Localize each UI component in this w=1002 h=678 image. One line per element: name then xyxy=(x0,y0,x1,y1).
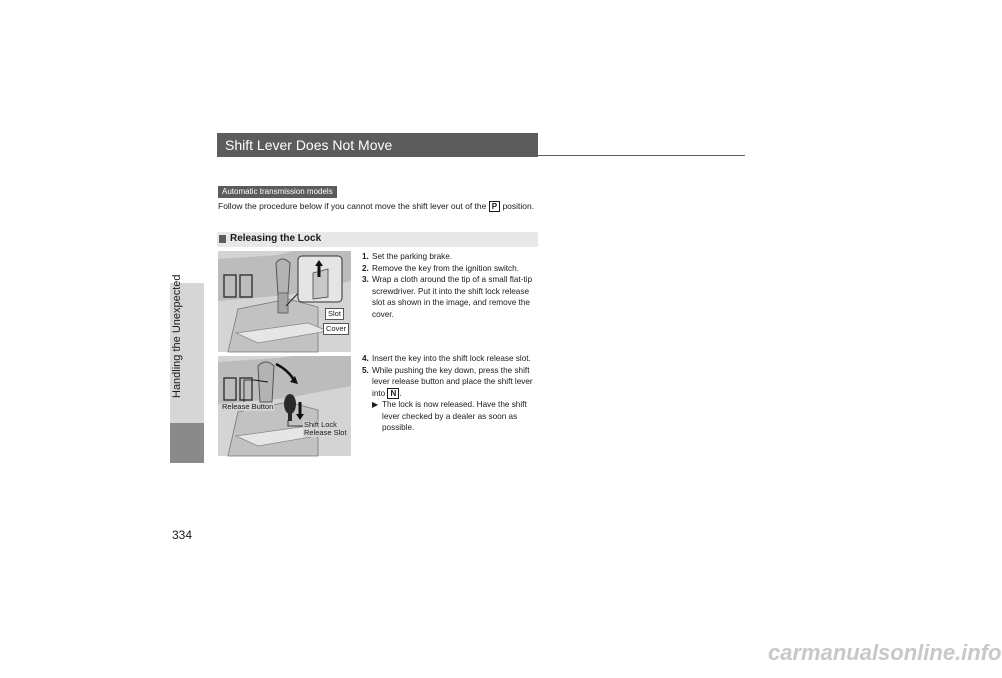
park-key-symbol: P xyxy=(489,201,500,212)
callout-shift-lock-release-slot: Shift Lock Release Slot xyxy=(303,421,351,437)
callout-slot: Slot xyxy=(325,308,344,320)
chapter-tab-marker xyxy=(170,423,204,463)
steps-group-2 xyxy=(362,353,542,434)
intro-paragraph xyxy=(218,200,538,212)
figure-shift-lock-cover xyxy=(218,251,351,352)
step-text: Wrap a cloth around the tip of a small flat-tip screwdriver. Put it into the shift lock release slot as shown in the image, and remove the cover. xyxy=(372,275,533,319)
step-number: 4. xyxy=(362,354,369,363)
step-2 xyxy=(362,263,542,275)
step-number: 1. xyxy=(362,252,369,261)
result-text: The lock is now released. Have the shift lever checked by a dealer as soon as possible. xyxy=(382,400,527,432)
step-text: Set the parking brake. xyxy=(372,252,453,261)
step-number: 2. xyxy=(362,263,369,273)
section-rule xyxy=(538,155,745,156)
watermark: carmanualsonline.info xyxy=(768,640,1002,665)
step-text-before: While pushing the key down, press the shift lever release button and place the shift lever into xyxy=(372,365,533,398)
subsection-title: Releasing the Lock xyxy=(230,233,322,244)
step-number: 5. xyxy=(362,365,369,375)
step-1 xyxy=(362,251,542,263)
section-title: Shift Lever Does Not Move xyxy=(225,137,393,153)
steps-group-1 xyxy=(362,251,542,320)
page-number: 334 xyxy=(172,528,193,542)
step-number: 3. xyxy=(362,275,369,284)
intro-text-after: position. xyxy=(500,201,535,211)
section-header xyxy=(217,133,538,157)
subsection-header xyxy=(217,232,538,247)
step-4 xyxy=(362,353,542,365)
result-note xyxy=(362,399,542,434)
step-5 xyxy=(362,365,542,400)
callout-cover: Cover xyxy=(323,323,349,335)
step-text-after: . xyxy=(399,388,402,398)
intro-text-before: Follow the procedure below if you cannot move the shift lever out of the xyxy=(218,201,489,211)
step-text: Remove the key from the ignition switch. xyxy=(372,263,519,273)
result-arrow-icon: ▶ xyxy=(372,400,379,409)
chapter-label: Handling the Unexpected xyxy=(171,274,183,398)
model-tag: Automatic transmission models xyxy=(218,186,337,198)
subsection-bullet-icon xyxy=(219,235,226,243)
step-text: Insert the key into the shift lock release slot. xyxy=(372,354,531,363)
step-3 xyxy=(362,274,542,320)
callout-release-button: Release Button xyxy=(222,402,274,411)
neutral-key-symbol: N xyxy=(387,388,399,399)
shift-console-illustration xyxy=(218,251,351,352)
figure-shift-lock-release xyxy=(218,356,351,456)
